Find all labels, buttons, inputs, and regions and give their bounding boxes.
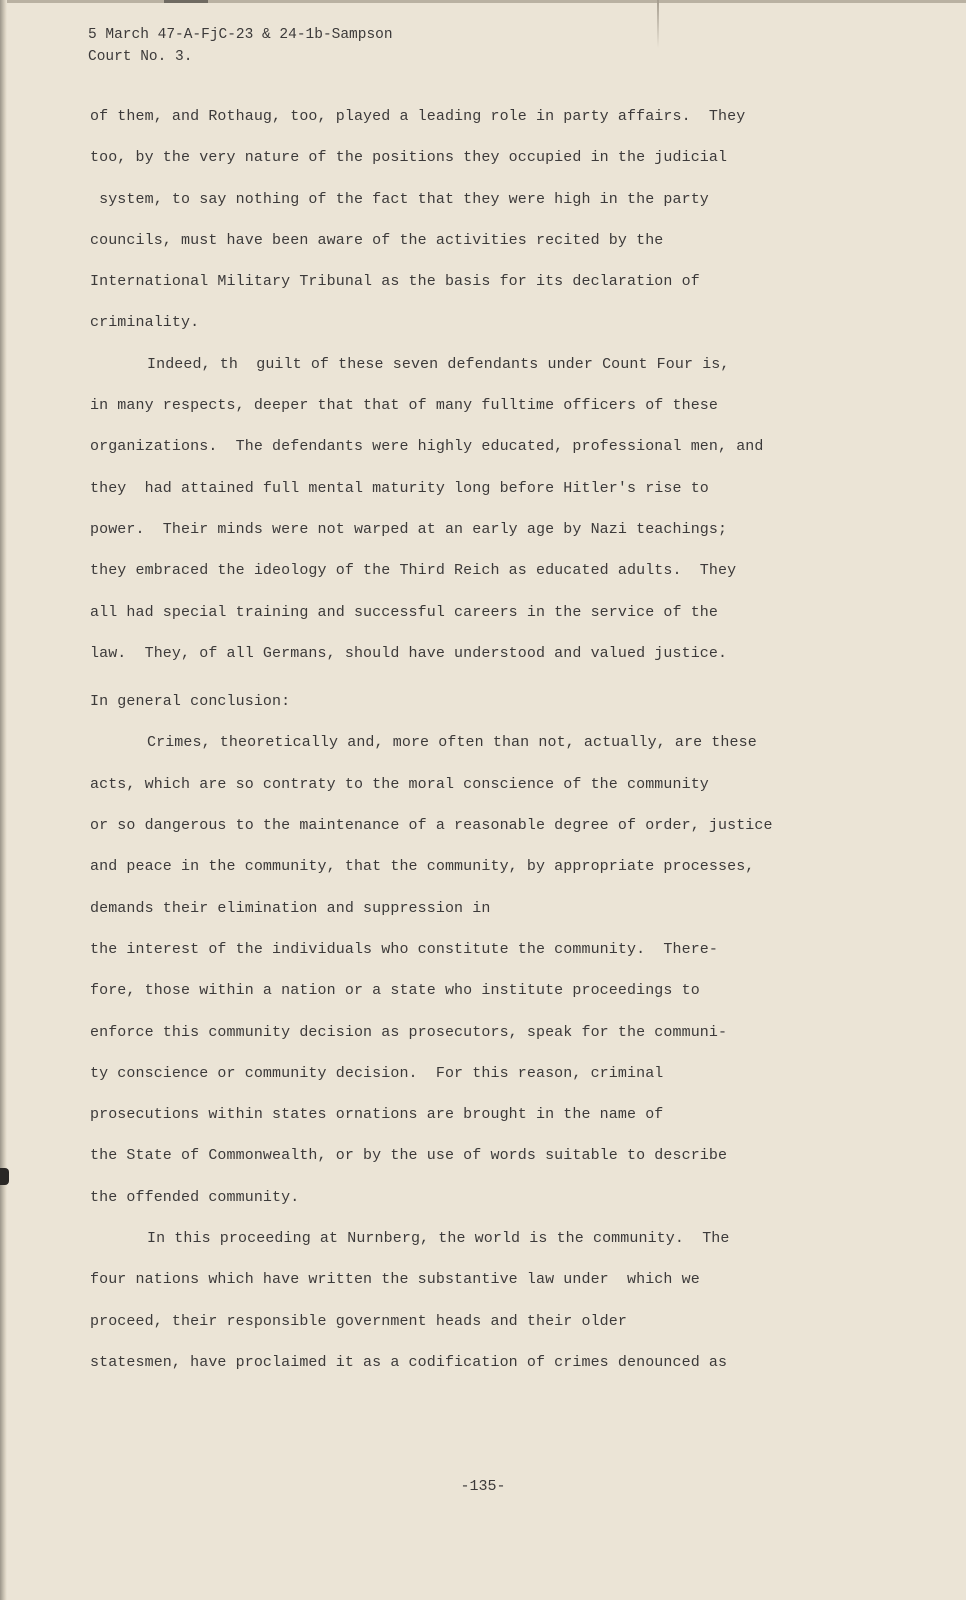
tape-mark — [164, 0, 208, 3]
text-line: ty conscience or community decision. For this reason, criminal — [90, 1064, 664, 1082]
text-line: Crimes, theoretically and, more often than not, actually, are these — [147, 734, 757, 752]
text-line: all had special training and successful careers in the service of the — [90, 603, 719, 621]
conclusion-heading: In general conclusion: — [90, 693, 291, 711]
text-line: the offended community. — [90, 1188, 300, 1206]
binding-hole — [0, 1168, 9, 1185]
text-line: Indeed, th guilt of these seven defendants under Count Four is, — [147, 355, 730, 373]
text-line: or so dangerous to the maintenance of a reasonable degree of order, justice — [90, 817, 773, 835]
text-line: of them, and Rothaug, too, played a leading role in party affairs. They — [90, 108, 746, 125]
text-line: and peace in the community, that the community, by appropriate processes, — [90, 858, 755, 876]
text-line: criminality. — [90, 314, 200, 332]
page-number: -135- — [460, 1478, 506, 1495]
text-line: power. Their minds were not warped at an early age by Nazi teachings; — [90, 520, 728, 538]
text-line: they embraced the ideology of the Third Reich as educated adults. They — [90, 562, 737, 580]
header-line-2: Court No. 3. — [88, 49, 193, 65]
text-line: in many respects, deeper that that of many fulltime officers of these — [90, 397, 719, 415]
text-line: they had attained full mental maturity long before Hitler's rise to — [90, 479, 709, 497]
text-line: four nations which have written the substantive law under which we — [90, 1271, 700, 1289]
document-header — [88, 24, 393, 68]
paragraph-1 — [90, 96, 880, 344]
text-line: prosecutions within states ornations are brought in the name of — [90, 1106, 664, 1124]
text-line: International Military Tribunal as the basis for its declaration of — [90, 273, 700, 291]
text-line: too, by the very nature of the positions they occupied in the judicial — [90, 149, 728, 167]
document-body — [90, 96, 880, 1383]
text-line: In this proceeding at Nurnberg, the world is the community. The — [147, 1230, 730, 1248]
text-line: proceed, their responsible government heads and their older — [90, 1312, 627, 1330]
text-line: law. They, of all Germans, should have understood and valued justice. — [90, 644, 728, 662]
text-line: statesmen, have proclaimed it as a codification of crimes denounced as — [90, 1353, 728, 1371]
page-left-edge — [0, 0, 7, 1600]
text-line: system, to say nothing of the fact that they were high in the party — [90, 190, 709, 208]
paper-crease — [657, 0, 659, 48]
paragraph-4 — [90, 1218, 880, 1383]
paragraph-3 — [90, 722, 880, 1218]
text-line: acts, which are so contraty to the moral conscience of the community — [90, 775, 709, 793]
text-line: the interest of the individuals who constitute the community. There- — [90, 940, 719, 958]
header-line-1: 5 March 47-A-FjC-23 & 24-1b-Sampson — [88, 27, 393, 43]
text-line: fore, those within a nation or a state who institute proceedings to — [90, 982, 700, 1000]
text-line: enforce this community decision as prosecutors, speak for the communi- — [90, 1023, 728, 1041]
text-line: councils, must have been aware of the activities recited by the — [90, 231, 664, 249]
paragraph-2 — [90, 344, 880, 674]
text-line: demands their elimination and suppression in — [90, 899, 491, 917]
page-top-edge — [0, 0, 966, 3]
text-line: organizations. The defendants were highly educated, professional men, and — [90, 438, 764, 456]
text-line: the State of Commonwealth, or by the use of words suitable to describe — [90, 1147, 728, 1165]
